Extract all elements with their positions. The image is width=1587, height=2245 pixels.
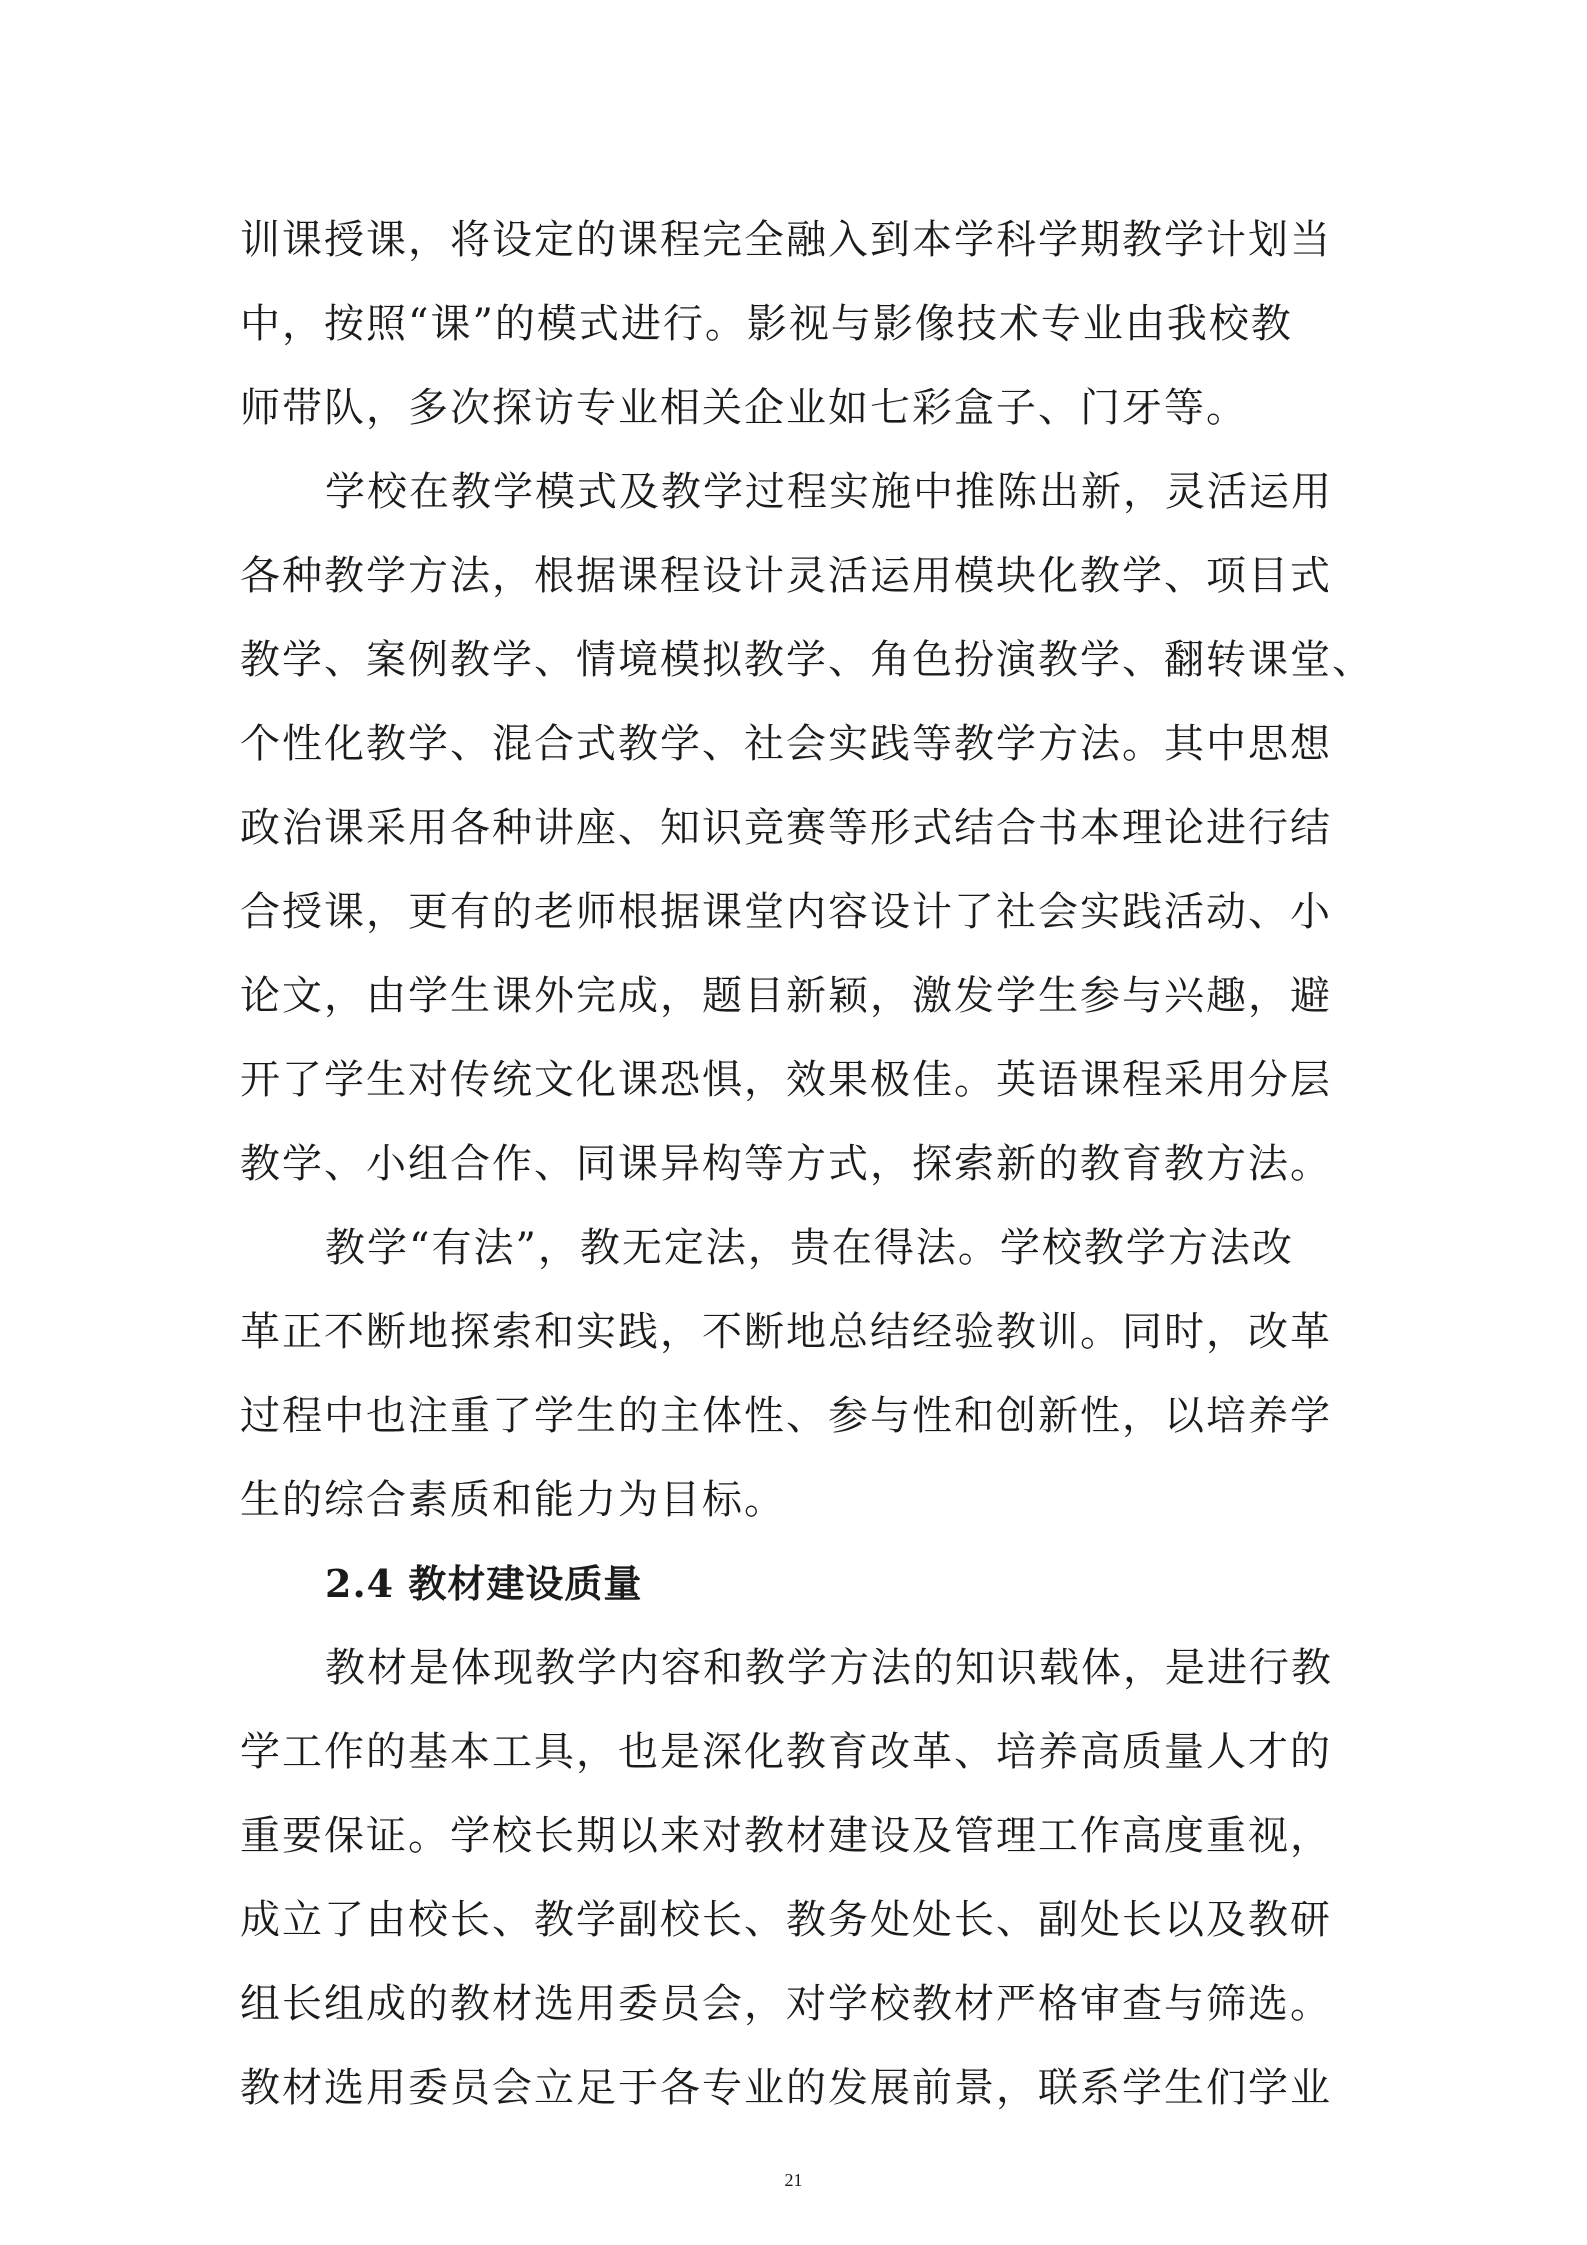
text-line: 教材选用委员会立足于各专业的发展前景，联系学生们学业 [240, 2065, 1332, 2111]
text-line: 教学、小组合作、同课异构等方式，探索新的教育教方法。 [240, 1141, 1332, 1187]
text-line: 组长组成的教材选用委员会，对学校教材严格审查与筛选。 [240, 1981, 1332, 2027]
text-line: 成立了由校长、教学副校长、教务处处长、副处长以及教研 [240, 1897, 1332, 1943]
text-line: 生的综合素质和能力为目标。 [240, 1477, 786, 1523]
text-line: 革正不断地探索和实践，不断地总结经验教训。同时，改革 [240, 1309, 1332, 1355]
text-line: 训课授课，将设定的课程完全融入到本学科学期教学计划当 [240, 217, 1332, 263]
text-line: 教学“有法”，教无定法，贵在得法。学校教学方法改 [325, 1225, 1294, 1271]
text-line: 教学、案例教学、情境模拟教学、角色扮演教学、翻转课堂、 [240, 637, 1374, 683]
text-line: 学工作的基本工具，也是深化教育改革、培养高质量人才的 [240, 1729, 1332, 1775]
text-line: 师带队，多次探访专业相关企业如七彩盒子、门牙等。 [240, 385, 1248, 431]
text-line: 各种教学方法，根据课程设计灵活运用模块化教学、项目式 [240, 553, 1332, 599]
text-line: 合授课，更有的老师根据课堂内容设计了社会实践活动、小 [240, 889, 1332, 935]
text-line: 开了学生对传统文化课恐惧，效果极佳。英语课程采用分层 [240, 1057, 1332, 1103]
text-line: 重要保证。学校长期以来对教材建设及管理工作高度重视， [240, 1813, 1332, 1859]
section-heading: 2.4 教材建设质量 [325, 1561, 643, 1606]
text-line: 学校在教学模式及教学过程实施中推陈出新，灵活运用 [325, 469, 1333, 515]
page-number: 21 [784, 2170, 803, 2190]
text-line: 过程中也注重了学生的主体性、参与性和创新性，以培养学 [240, 1393, 1332, 1439]
text-line: 中，按照“课”的模式进行。影视与影像技术专业由我校教 [240, 301, 1293, 347]
text-line: 教材是体现教学内容和教学方法的知识载体，是进行教 [325, 1645, 1333, 1691]
text-line: 个性化教学、混合式教学、社会实践等教学方法。其中思想 [240, 721, 1332, 767]
text-line: 论文，由学生课外完成，题目新颖，激发学生参与兴趣，避 [240, 973, 1332, 1019]
text-line: 政治课采用各种讲座、知识竞赛等形式结合书本理论进行结 [240, 805, 1332, 851]
